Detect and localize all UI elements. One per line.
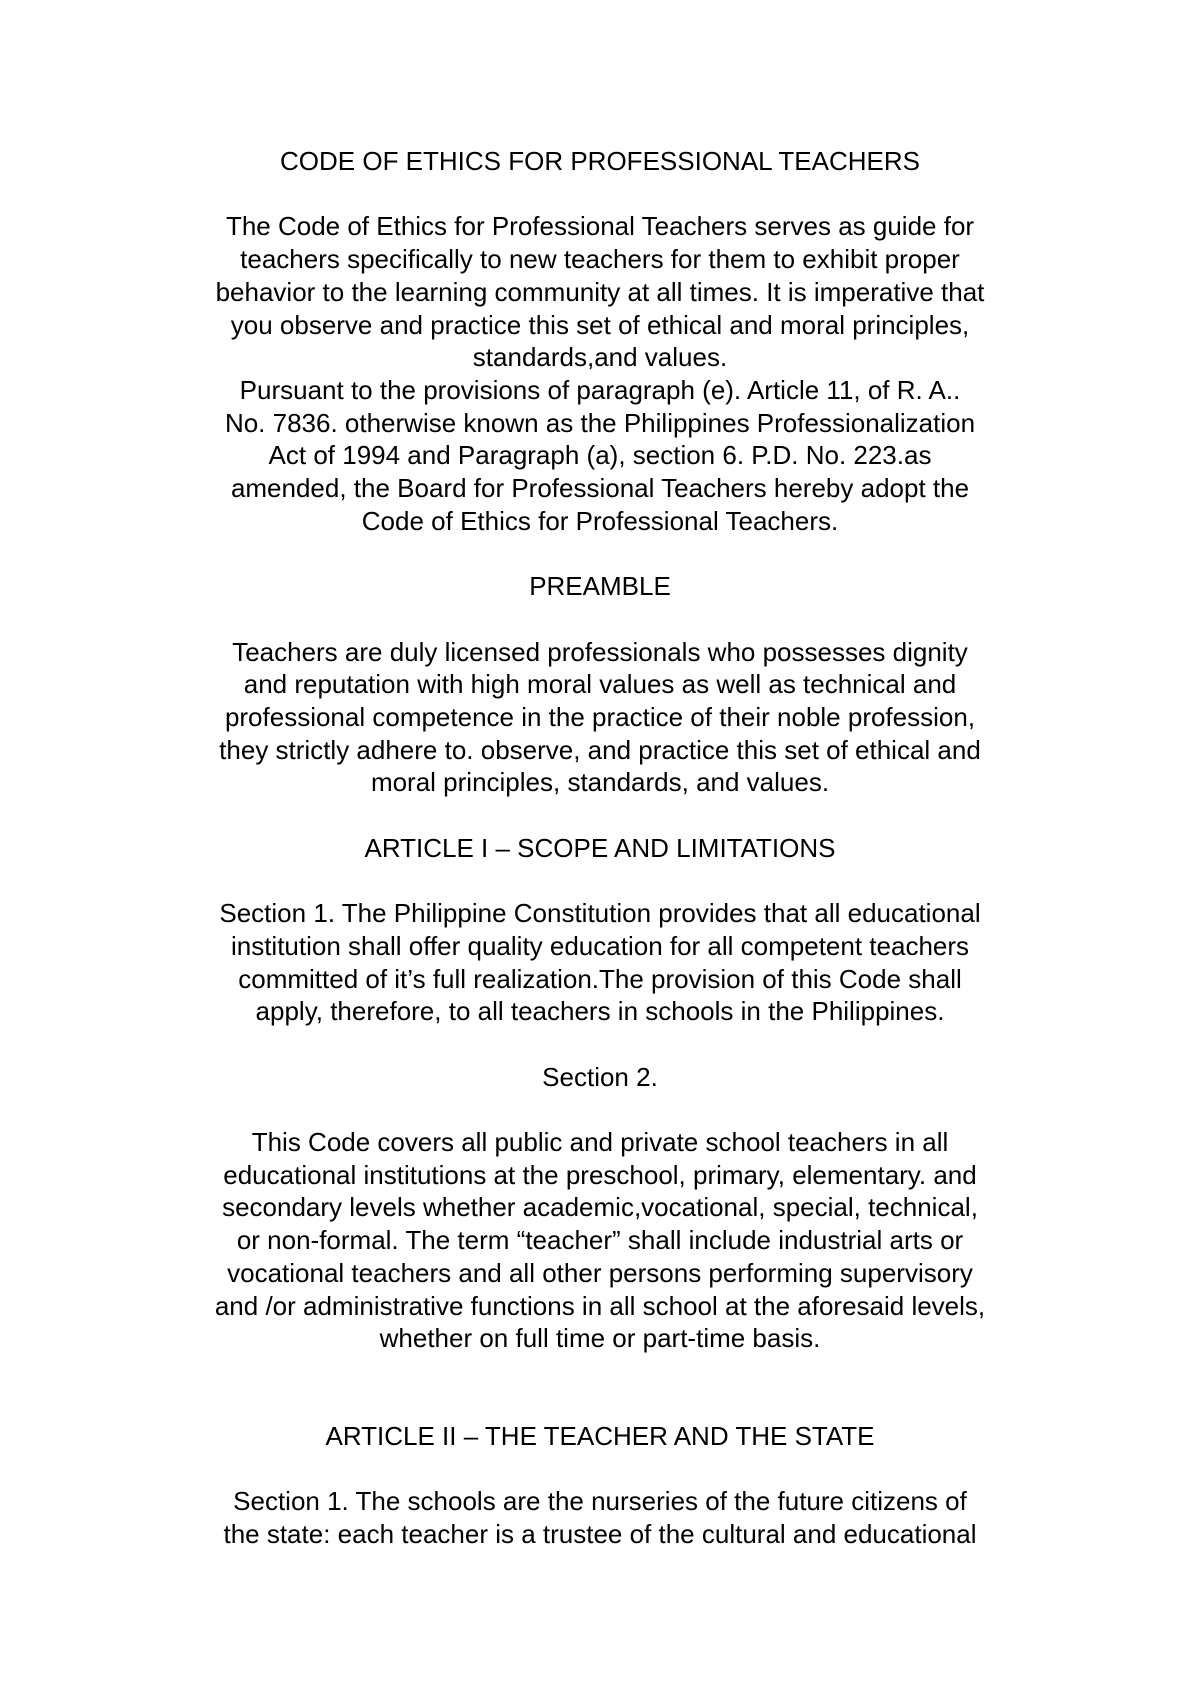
article1-heading: ARTICLE I – SCOPE AND LIMITATIONS [364, 832, 836, 863]
article1-section2-paragraph [160, 1126, 1040, 1355]
article1-section1-line: apply, therefore, to all teachers in schools in the Philippines. [255, 996, 945, 1027]
pursuant-line: Pursuant to the provisions of paragraph (e). Article 11, of R. A.. [239, 374, 961, 405]
preamble-paragraph [160, 636, 1040, 800]
pursuant-line: Code of Ethics for Professional Teachers. [361, 505, 839, 536]
intro-line: you observe and practice this set of ethical and moral principles, [230, 309, 970, 340]
article2-heading: ARTICLE II – THE TEACHER AND THE STATE [325, 1420, 875, 1451]
article2-section1-line: Section 1. The schools are the nurseries of the future citizens of [233, 1486, 967, 1517]
preamble-heading: PREAMBLE [529, 571, 671, 602]
article1-section1-line: institution shall offer quality education for all competent teachers [230, 930, 970, 961]
article2-section1-paragraph [160, 1485, 1040, 1550]
pursuant-line: No. 7836. otherwise known as the Philippines Professionalization [224, 407, 976, 438]
intro-line: The Code of Ethics for Professional Teachers serves as guide for [225, 211, 975, 242]
article1-section1-paragraph [160, 897, 1040, 1028]
article1-section1-line: committed of it’s full realization.The provision of this Code shall [238, 963, 962, 994]
pursuant-paragraph [160, 374, 1040, 538]
preamble-line: professional competence in the practice of their noble profession, [224, 701, 976, 732]
article1-section2-line: This Code covers all public and private school teachers in all [251, 1126, 949, 1157]
article2-section1-line: the state: each teacher is a trustee of the cultural and educational [223, 1519, 977, 1549]
intro-line: teachers specifically to new teachers for them to exhibit proper [240, 244, 960, 275]
intro-line: behavior to the learning community at all times. It is imperative that [215, 276, 985, 307]
article1-section1-line: Section 1. The Philippine Constitution provides that all educational [219, 898, 981, 929]
intro-paragraph [160, 210, 1040, 374]
article1-section2-line: educational institutions at the preschool, primary, elementary. and [223, 1159, 977, 1190]
preamble-line: moral principles, standards, and values. [370, 767, 830, 798]
article1-section2-line: or non-formal. The term “teacher” shall include industrial arts or [236, 1225, 964, 1256]
article1-section2-line: secondary levels whether academic,vocational, special, technical, [222, 1192, 978, 1223]
document-title: CODE OF ETHICS FOR PROFESSIONAL TEACHERS [280, 146, 920, 176]
preamble-line: they strictly adhere to. observe, and practice this set of ethical and [219, 734, 981, 765]
article1-section2-line: vocational teachers and all other persons performing supervisory [227, 1257, 973, 1288]
pursuant-line: Act of 1994 and Paragraph (a), section 6. P.D. No. 223.as [268, 440, 932, 471]
document-body [160, 145, 1040, 1551]
preamble-line: and reputation with high moral values as well as technical and [243, 669, 957, 700]
article1-section2-heading: Section 2. [542, 1061, 658, 1092]
article1-section2-line: whether on full time or part-time basis. [379, 1323, 821, 1354]
intro-line: standards,and values. [472, 342, 728, 373]
pursuant-line: amended, the Board for Professional Teachers hereby adopt the [230, 473, 970, 504]
preamble-line: Teachers are duly licensed professionals who possesses dignity [232, 636, 968, 667]
article1-section2-line: and /or administrative functions in all school at the aforesaid levels, [214, 1290, 986, 1321]
